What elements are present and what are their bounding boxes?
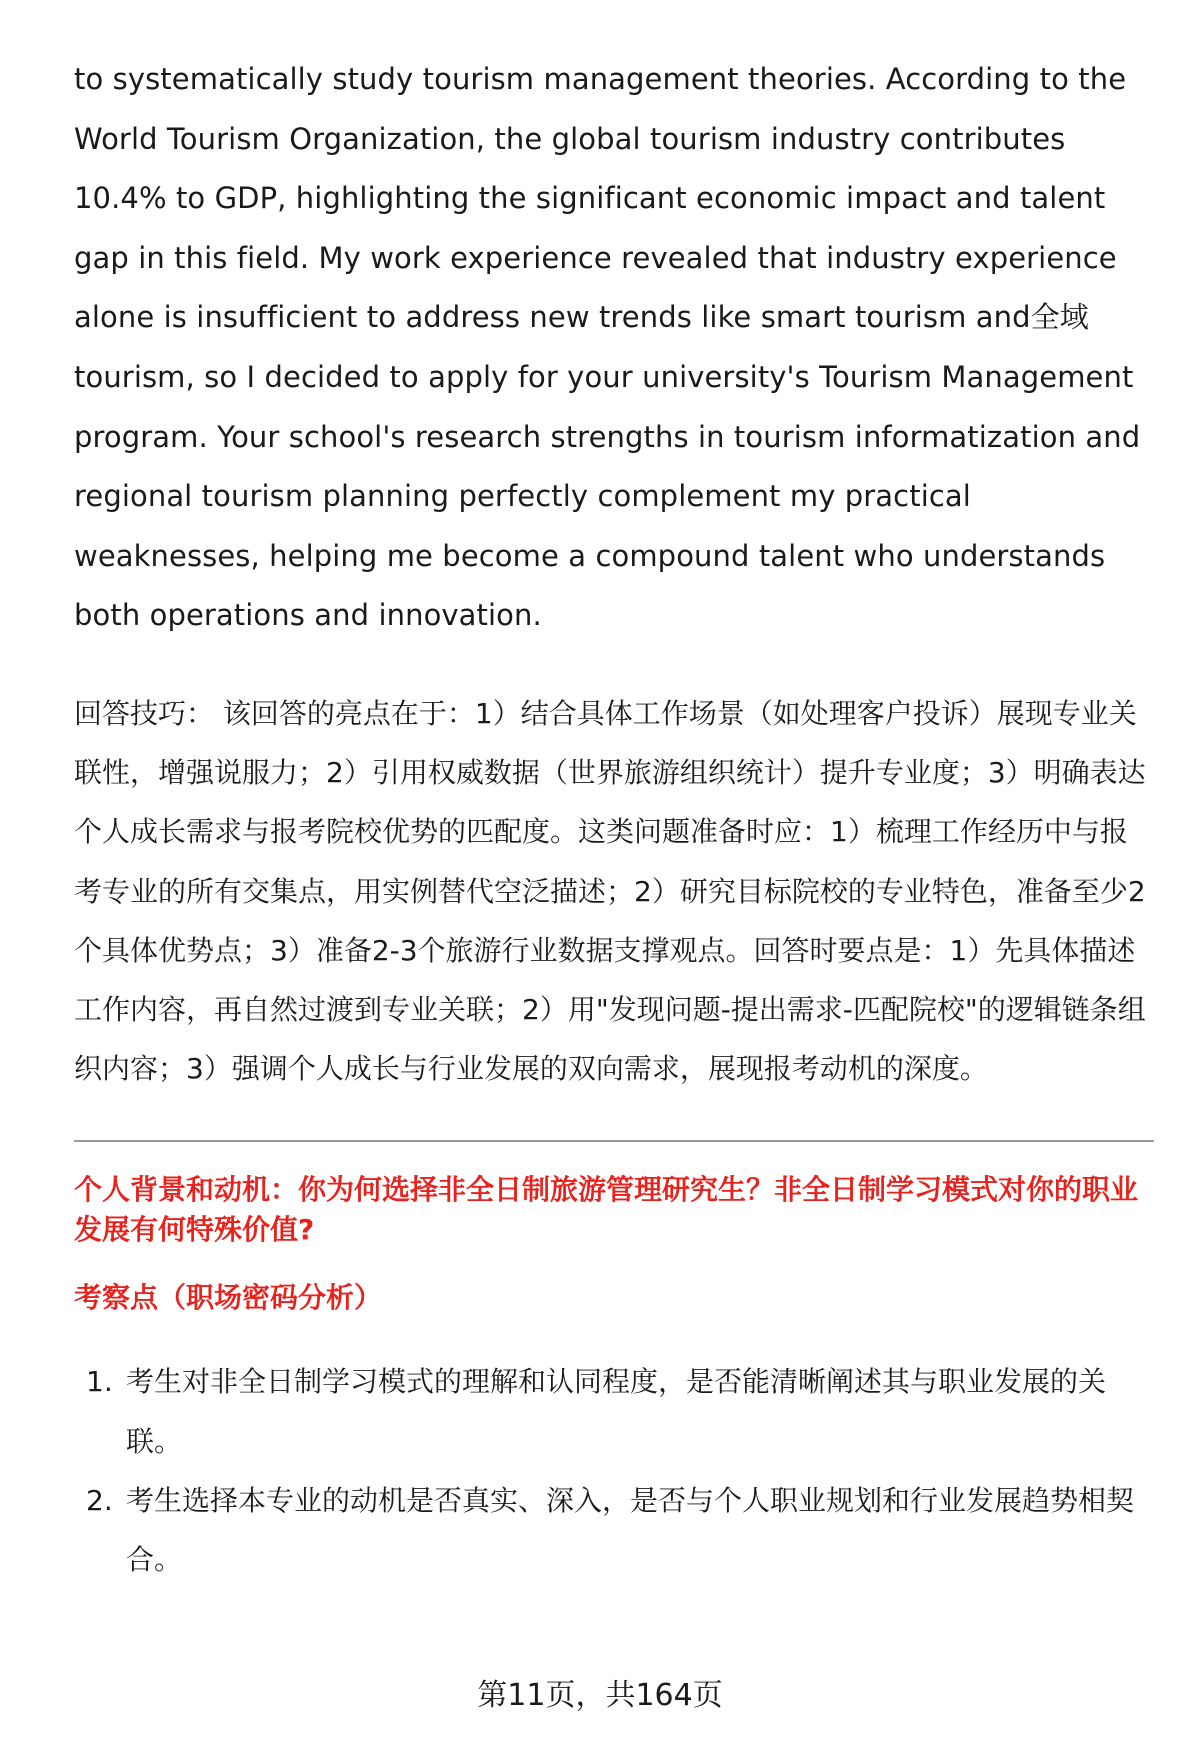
list-item-number: 2. — [86, 1483, 113, 1517]
section-divider — [74, 1140, 1154, 1142]
analysis-points-list — [74, 1352, 1154, 1589]
question-heading: 个人背景和动机：你为何选择非全日制旅游管理研究生？非全日制学习模式对你的职业发展有何特殊价值? — [74, 1173, 1139, 1247]
tips-paragraph: 回答技巧： 该回答的亮点在于：1）结合具体工作场景（如处理客户投诉）展现专业关联性，增强说服力；2）引用权威数据（世界旅游组织统计）提升专业度；3）明确表达个人成长需求与报考院校优势的匹配度。这类问题准备时应：1）梳理工作经历中与报考专业的所有交集点，用实例替代空泛描述；2）研究目标院校的专业特色，准备至少2个具体优势点；3）准备2-3个旅游行业数据支撑观点。回答时要点是：1）先具体描述工作内容，再自然过渡到专业关联；2）用"发现问题-提出需求-匹配院校"的逻辑链条组织内容；3）强调个人成长与行业发展的双向需求，展现报考动机的深度。 — [74, 696, 1146, 1086]
list-item-number: 1. — [86, 1365, 113, 1399]
document-page — [74, 50, 1154, 1589]
list-item — [74, 1471, 1154, 1589]
intro-paragraph: to systematically study tourism management theories. According to the World Tourism Organization, the global tourism industry contributes 10.4% to GDP, highlighting the significant economic impact and talent gap in this field. My work experience revealed that industry experience alone is insufficient to address new trends like smart tourism and全域 tourism, so I decided to apply for your university's Tourism Management program. Your school's research strengths in tourism informatization and regional tourism planning perfectly complement my practical weaknesses, helping me become a compound talent who understands both operations and innovation. — [74, 62, 1141, 633]
list-item-text: 考生选择本专业的动机是否真实、深入，是否与个人职业规划和行业发展趋势相契合。 — [126, 1483, 1135, 1576]
list-item-text: 考生对非全日制学习模式的理解和认同程度，是否能清晰阐述其与职业发展的关联。 — [126, 1365, 1107, 1458]
page-footer: 第11页，共164页 — [477, 1678, 723, 1713]
list-item — [74, 1352, 1154, 1470]
analysis-subheading: 考察点（职场密码分析） — [74, 1281, 383, 1315]
